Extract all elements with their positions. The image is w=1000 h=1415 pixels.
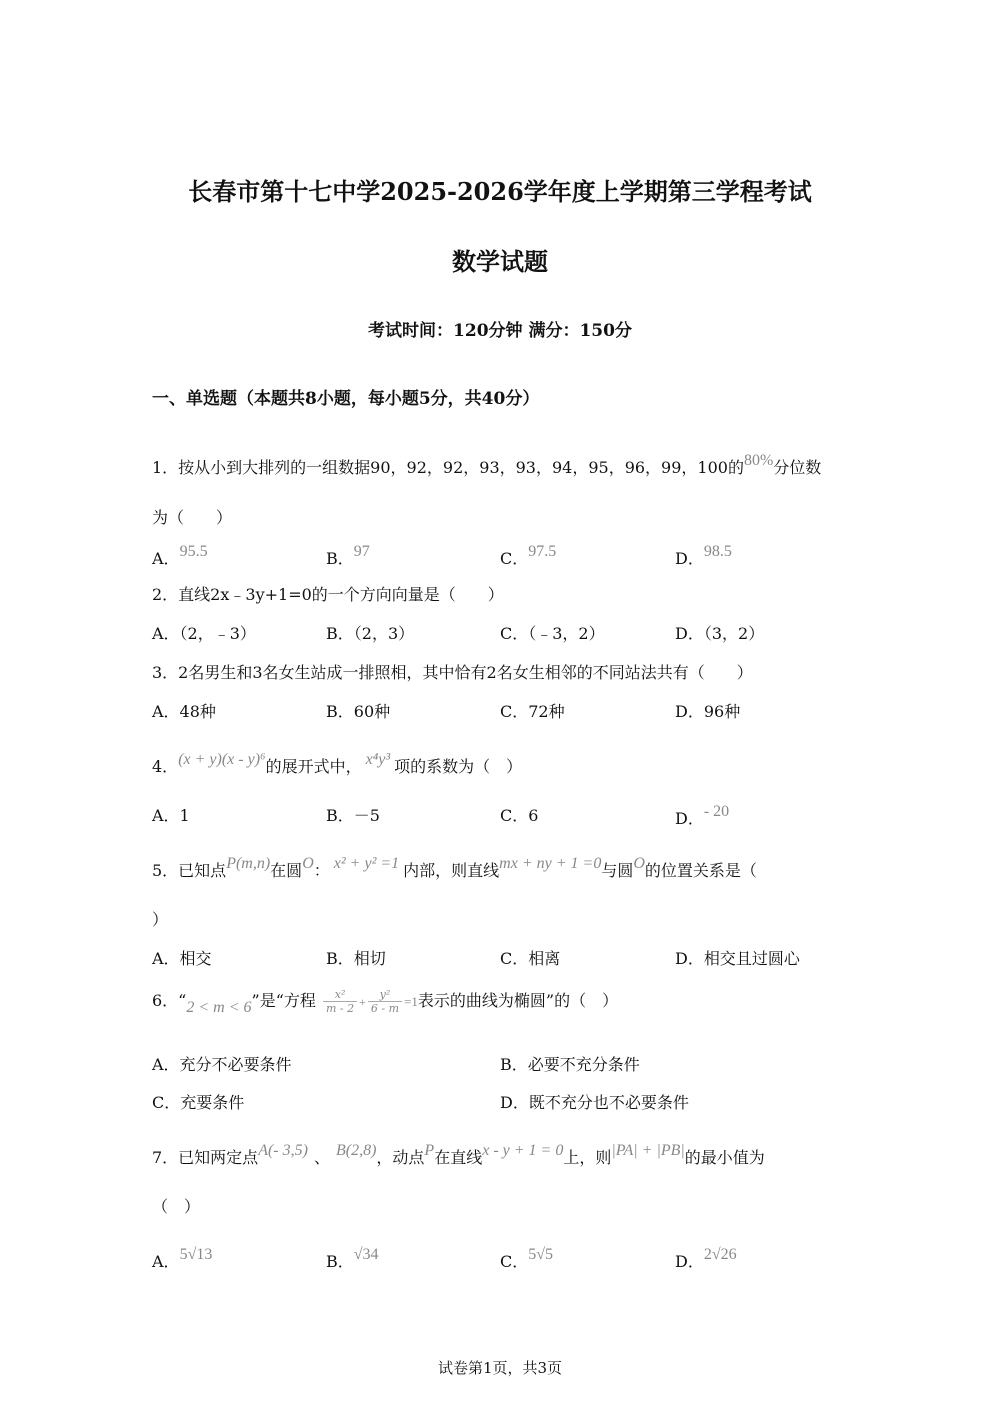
q6-option-b: B．必要不充分条件 xyxy=(500,1055,640,1074)
q5-text-6: 的位置关系是（ xyxy=(644,861,757,880)
q7-option-b xyxy=(326,1246,379,1272)
question-3: 3．2名男生和3名女生站成一排照相，其中恰有2名女生相邻的不同站法共有（ ） xyxy=(152,663,753,682)
q6-fraction-1-numerator: x² xyxy=(323,988,357,1002)
q5-option-c: C．相离 xyxy=(500,949,561,968)
q7-text-4: 在直线 xyxy=(434,1148,483,1167)
question-1-cont: 为（ ） xyxy=(152,508,233,527)
q3-option-d: D．96种 xyxy=(675,702,741,721)
q4-option-c: C．6 xyxy=(500,806,539,825)
q7-math-5: |PA| + |PB| xyxy=(611,1142,685,1159)
q7-option-b-value: √34 xyxy=(353,1246,379,1263)
question-7-cont: （ ） xyxy=(152,1197,201,1216)
q7-text-5: 上，则 xyxy=(563,1148,612,1167)
q5-math-2: O xyxy=(302,855,314,872)
q3-option-c: C．72种 xyxy=(500,702,565,721)
q7-option-b-label: B． xyxy=(326,1252,354,1271)
q6-fraction-2-numerator: y² xyxy=(368,988,402,1002)
question-4-label: 4． xyxy=(152,757,179,776)
q5-text-2: 在圆 xyxy=(270,861,303,880)
q1-option-b-label: B． xyxy=(326,549,354,568)
q5-text-3: ： xyxy=(313,861,330,880)
q6-option-a: A．充分不必要条件 xyxy=(152,1055,292,1074)
q6-fraction-1-denominator: m - 2 xyxy=(326,1002,355,1015)
q5-option-a: A．相交 xyxy=(152,949,212,968)
q1-option-c xyxy=(500,543,556,569)
section-heading: 一、单选题（本题共8小题，每小题5分，共40分） xyxy=(152,389,540,409)
q5-math-4: mx + ny + 1 =0 xyxy=(499,855,602,872)
q7-math-1: A(- 3,5) xyxy=(258,1142,308,1159)
question-4-math-2: x⁴y³ xyxy=(365,751,391,768)
q1-option-d xyxy=(675,543,732,569)
q1-option-a-value: 95.5 xyxy=(179,543,208,560)
question-1-text: 1．按从小到大排列的一组数据90，92，92，93，93，94，95，96，99，100的 xyxy=(152,458,744,477)
q5-text-5: 与圆 xyxy=(601,861,634,880)
q1-option-b xyxy=(326,543,370,569)
q7-text-1: 7．已知两定点 xyxy=(152,1148,259,1167)
q6-math-1: 2 < m < 6 xyxy=(186,999,252,1016)
question-4-text-2: 项的系数为（ ） xyxy=(394,757,523,776)
q4-option-d-value: - 20 xyxy=(703,803,730,820)
q7-text-2: 、 xyxy=(313,1148,330,1167)
q6-fraction-2-denominator: 6 - m xyxy=(370,1002,400,1015)
q7-option-a-value: 5√13 xyxy=(179,1246,213,1263)
q7-option-c-value: 5√5 xyxy=(528,1246,554,1263)
q3-option-a: A．48种 xyxy=(152,702,216,721)
q4-option-b: B．－5 xyxy=(326,806,380,825)
q2-option-a: A．（2，﹣3） xyxy=(152,624,256,643)
q7-option-d-value: 2√26 xyxy=(703,1246,737,1263)
page-footer: 试卷第1页，共3页 xyxy=(437,1359,563,1377)
q6-option-c: C．充要条件 xyxy=(152,1093,245,1112)
q3-option-b: B．60种 xyxy=(326,702,391,721)
q5-math-5: O xyxy=(633,855,645,872)
q5-math-3: x² + y² =1 xyxy=(333,855,400,872)
question-7 xyxy=(152,1142,860,1168)
q6-text-3: 表示的曲线为椭圆”的（ ） xyxy=(417,991,619,1010)
question-4-text-1: 的展开式中， xyxy=(265,757,362,776)
question-1-text-2: 分位数 xyxy=(773,458,822,477)
q1-option-c-value: 97.5 xyxy=(528,543,557,560)
q7-option-a xyxy=(152,1246,212,1272)
q6-text-1: 6．“ xyxy=(152,991,187,1010)
q5-option-d: D．相交且过圆心 xyxy=(675,949,800,968)
q4-option-d-label: D． xyxy=(675,809,704,828)
q7-math-3: P xyxy=(424,1142,435,1159)
exam-title: 长春市第十七中学2025-2026学年度上学期第三学程考试 xyxy=(188,177,812,206)
q6-fraction-2 xyxy=(368,988,402,1015)
q7-text-6: 的最小值为 xyxy=(684,1148,765,1167)
q7-option-c-label: C． xyxy=(500,1252,529,1271)
exam-subtitle: 数学试题 xyxy=(452,247,548,276)
q1-option-a xyxy=(152,543,208,569)
q7-option-c xyxy=(500,1246,553,1272)
q7-text-3: ，动点 xyxy=(376,1148,425,1167)
q2-option-c: C．（﹣3，2） xyxy=(500,624,605,643)
question-1-math: 80% xyxy=(743,452,774,469)
q6-option-d: D．既不充分也不必要条件 xyxy=(500,1093,689,1112)
q7-option-d-label: D． xyxy=(675,1252,704,1271)
q4-option-a: A．1 xyxy=(152,806,190,825)
q2-option-d: D．（3，2） xyxy=(675,624,765,643)
question-4 xyxy=(152,751,860,777)
q7-option-a-label: A． xyxy=(152,1252,180,1271)
q1-option-b-value: 97 xyxy=(353,543,370,560)
question-5-cont: ） xyxy=(152,910,169,929)
q5-text-4: 内部，则直线 xyxy=(403,861,500,880)
q7-option-d xyxy=(675,1246,737,1272)
q1-option-d-value: 98.5 xyxy=(703,543,732,560)
q2-option-b: B．（2，3） xyxy=(326,624,415,643)
question-1 xyxy=(152,452,860,478)
q6-fraction-1 xyxy=(323,988,357,1015)
question-4-math-1: (x + y)(x - y)⁶ xyxy=(178,751,266,768)
q7-math-4: x - y + 1 = 0 xyxy=(482,1142,564,1159)
question-2: 2．直线2x﹣3y+1=0的一个方向向量是（ ） xyxy=(152,585,504,604)
q1-option-d-label: D． xyxy=(675,549,704,568)
q6-text-2: ”是“方程 xyxy=(251,991,316,1010)
question-5 xyxy=(152,855,860,881)
q1-option-c-label: C． xyxy=(500,549,529,568)
q4-option-d xyxy=(675,803,729,829)
q6-plus: + xyxy=(359,995,366,1009)
q1-option-a-label: A． xyxy=(152,549,180,568)
exam-info: 考试时间：120分钟 满分：150分 xyxy=(368,321,632,341)
q6-equals: =1 xyxy=(404,994,418,1009)
q7-math-2: B(2,8) xyxy=(335,1142,377,1159)
question-6 xyxy=(152,988,860,1017)
q5-option-b: B．相切 xyxy=(326,949,386,968)
q5-text-1: 5．已知点 xyxy=(152,861,227,880)
q5-math-1: P(m,n) xyxy=(226,855,271,872)
